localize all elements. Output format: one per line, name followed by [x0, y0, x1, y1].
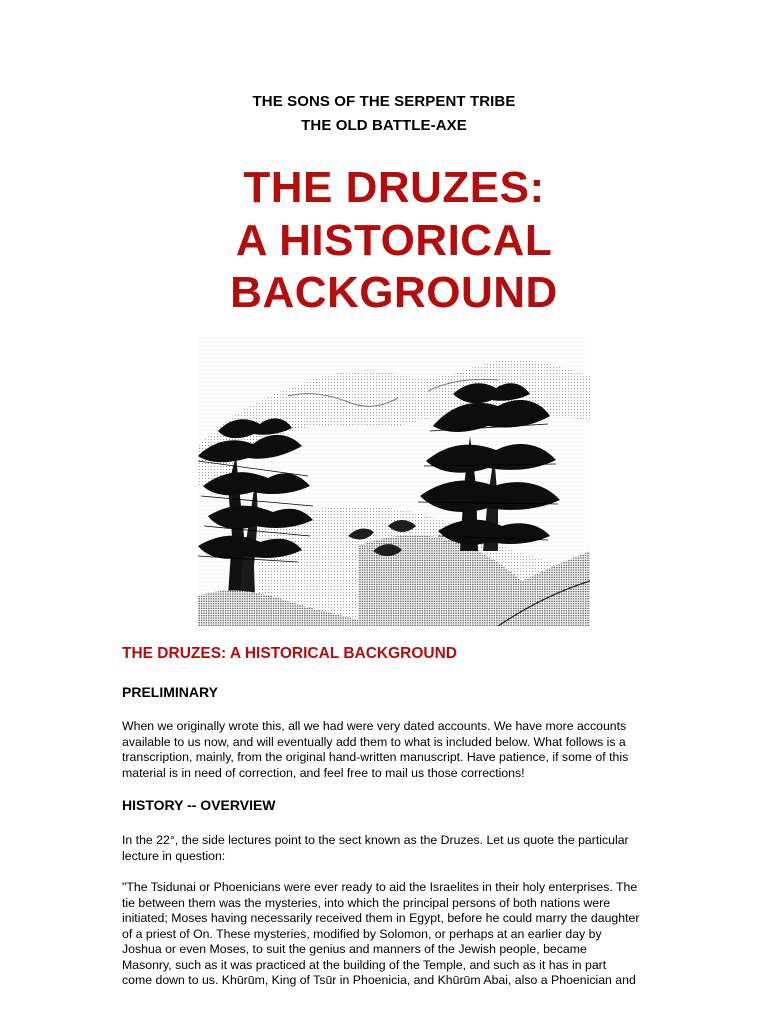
paragraph-line: of a priest of On. These mysteries, modified by Solomon, or perhaps at an earlier day by	[122, 926, 602, 941]
history-paragraph	[122, 833, 662, 864]
paragraph-line: Masonry, such as it was practiced at the building of the Temple, and such as it has in part	[122, 957, 607, 972]
preliminary-paragraph	[122, 719, 662, 781]
title-line-3: BACKGROUND	[230, 268, 558, 317]
history-overview-heading: HISTORY -- OVERVIEW	[122, 797, 276, 813]
paragraph-line: material is in need of correction, and feel free to mail us those corrections!	[122, 765, 525, 780]
paragraph-line: initiated; Moses having necessarily received them in Egypt, before he could marry the daughter	[122, 911, 640, 925]
title-line-1: THE DRUZES:	[243, 163, 545, 212]
paragraph-line: transcription, mainly, from the original hand-written manuscript. Have patience, if some of this	[122, 750, 629, 764]
section-main-heading: THE DRUZES: A HISTORICAL BACKGROUND	[122, 645, 457, 662]
paragraph-line: Joshua or even Moses, to suit the genius and manners of the Jewish people, became	[122, 942, 587, 956]
paragraph-line: tie between them was the mysteries, into which the principal persons of both nations were	[122, 895, 611, 910]
paragraph-line: lecture in question:	[122, 848, 226, 863]
preliminary-heading: PRELIMINARY	[122, 684, 218, 700]
title-line-2: A HISTORICAL	[235, 216, 553, 265]
paragraph-line: come down to us. Khūrūm, King of Tsūr in Phoenicia, and Khūrūm Abai, also a Phoenician and	[122, 973, 636, 987]
cedar-trees-landscape-illustration	[198, 336, 590, 626]
paragraph-line: When we originally wrote this, all we had were very dated accounts. We have more accounts	[122, 719, 627, 733]
tribe-heading: THE SONS OF THE SERPENT TRIBE	[252, 93, 516, 110]
quote-paragraph	[122, 880, 662, 989]
paragraph-line: In the 22°, the side lectures point to the sect known as the Druzes. Let us quote the particular	[122, 833, 629, 847]
paragraph-line: "The Tsidunai or Phoenicians were ever ready to aid the Israelites in their holy enterprises. The	[122, 880, 638, 894]
battle-axe-heading: THE OLD BATTLE-AXE	[301, 117, 467, 134]
paragraph-line: available to us now, and will eventually add them to what is included below. What follows is a	[122, 734, 626, 749]
